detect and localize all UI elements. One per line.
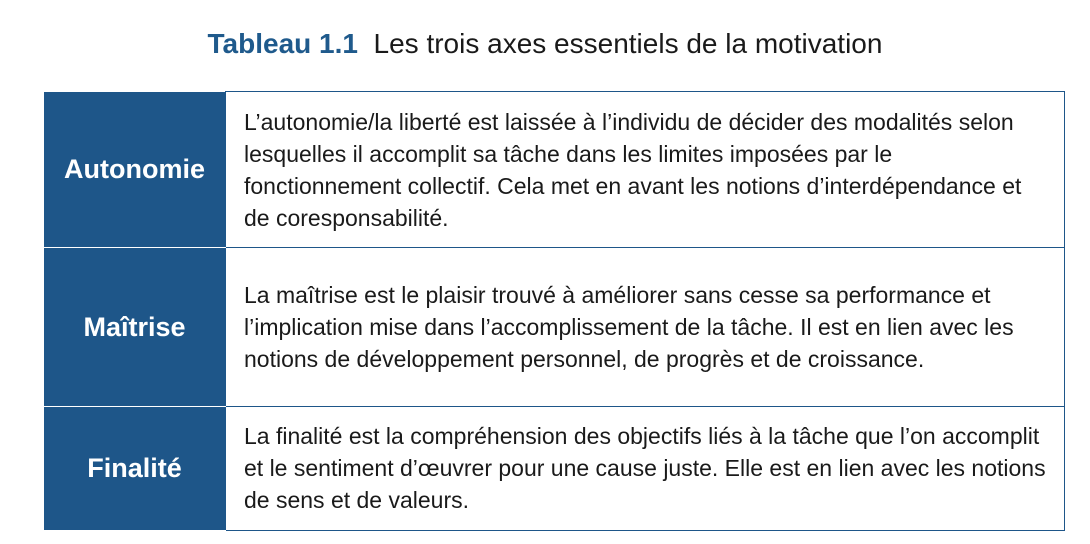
row-text-autonomie: L’autonomie/la liberté est laissée à l’individu de décider des modalités selon lesquelles il accomplit sa tâche dans les limites imposées par le fonctionnement collectif. Cela met en avant les notions d’interdépendance et de coresponsabilité. <box>226 92 1065 248</box>
row-heading-maitrise: Maîtrise <box>44 248 226 406</box>
table-caption <box>0 24 1090 64</box>
table-label: Tableau 1.1 <box>207 28 358 59</box>
motivation-table <box>44 91 1065 531</box>
table-row <box>44 406 1065 530</box>
table-title: Les trois axes essentiels de la motivation <box>373 28 883 59</box>
table-row <box>44 92 1065 248</box>
row-heading-autonomie: Autonomie <box>44 92 226 248</box>
row-text-finalite: La finalité est la compréhension des objectifs liés à la tâche que l’on accomplit et le sentiment d’œuvrer pour une cause juste. Elle est en lien avec les notions de sens et de valeurs. <box>226 406 1065 530</box>
row-text-maitrise: La maîtrise est le plaisir trouvé à améliorer sans cesse sa performance et l’implication mise dans l’accomplissement de la tâche. Il est en lien avec les notions de développement personnel, de progrès et de croissance. <box>226 248 1065 406</box>
row-heading-finalite: Finalité <box>44 406 226 530</box>
table-row <box>44 248 1065 406</box>
